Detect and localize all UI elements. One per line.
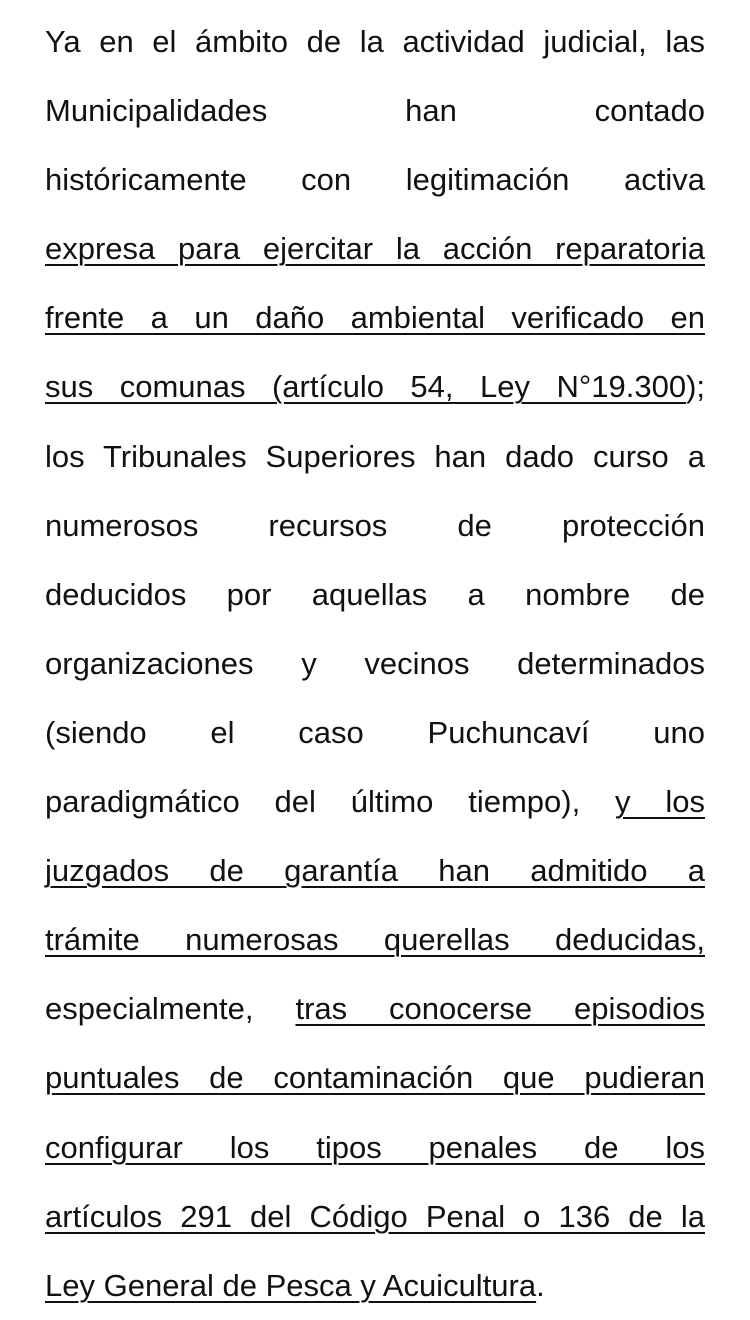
text-line-13 <box>45 836 705 905</box>
text-line-15: especialmente, tras conocerse episodios <box>45 991 705 1027</box>
text-line-9: deducidos por aquellas a nombre de <box>45 576 705 612</box>
text-line-17 <box>45 1113 705 1182</box>
underlined-text: sus comunas (artículo 54, Ley N°19.300 <box>45 369 687 405</box>
text-line-18 <box>45 1182 705 1251</box>
text-line-3: históricamente con legitimación activa <box>45 162 705 198</box>
underlined-text: expresa para ejercitar la acción reparatoria <box>45 231 705 267</box>
underlined-text: trámite numerosas querellas deducidas, <box>45 922 705 958</box>
text-line-4 <box>45 214 705 283</box>
legal-paragraph <box>45 7 705 1320</box>
text-line-8: numerosos recursos de protección <box>45 507 705 543</box>
underlined-text: Ley General de Pesca y Acuicultura <box>45 1267 537 1303</box>
text-line-19: Ley General de Pesca y Acuicultura. <box>45 1267 545 1303</box>
underlined-text: tras conocerse episodios <box>295 991 705 1027</box>
text-line-16 <box>45 1043 705 1112</box>
text-line-2: Municipalidades han contado <box>45 93 705 129</box>
text-line-14 <box>45 905 705 974</box>
underlined-text: configurar los tipos penales de los <box>45 1129 705 1165</box>
text-line-5 <box>45 283 705 352</box>
text-line-7: los Tribunales Superiores han dado curso a <box>45 438 705 474</box>
text-line-1: Ya en el ámbito de la actividad judicial, las <box>45 24 705 59</box>
underlined-text: y los <box>615 784 705 820</box>
underlined-text: frente a un daño ambiental verificado en <box>45 300 705 336</box>
underlined-text: juzgados de garantía han admitido a <box>45 853 705 889</box>
underlined-text: puntuales de contaminación que pudieran <box>45 1060 705 1096</box>
text-line-10: organizaciones y vecinos determinados <box>45 645 705 681</box>
text-line-6: sus comunas (artículo 54, Ley N°19.300); <box>45 369 705 405</box>
text-line-11: (siendo el caso Puchuncaví uno <box>45 714 705 750</box>
underlined-text: artículos 291 del Código Penal o 136 de la <box>45 1198 705 1234</box>
text-line-12: paradigmático del último tiempo), y los <box>45 784 705 820</box>
